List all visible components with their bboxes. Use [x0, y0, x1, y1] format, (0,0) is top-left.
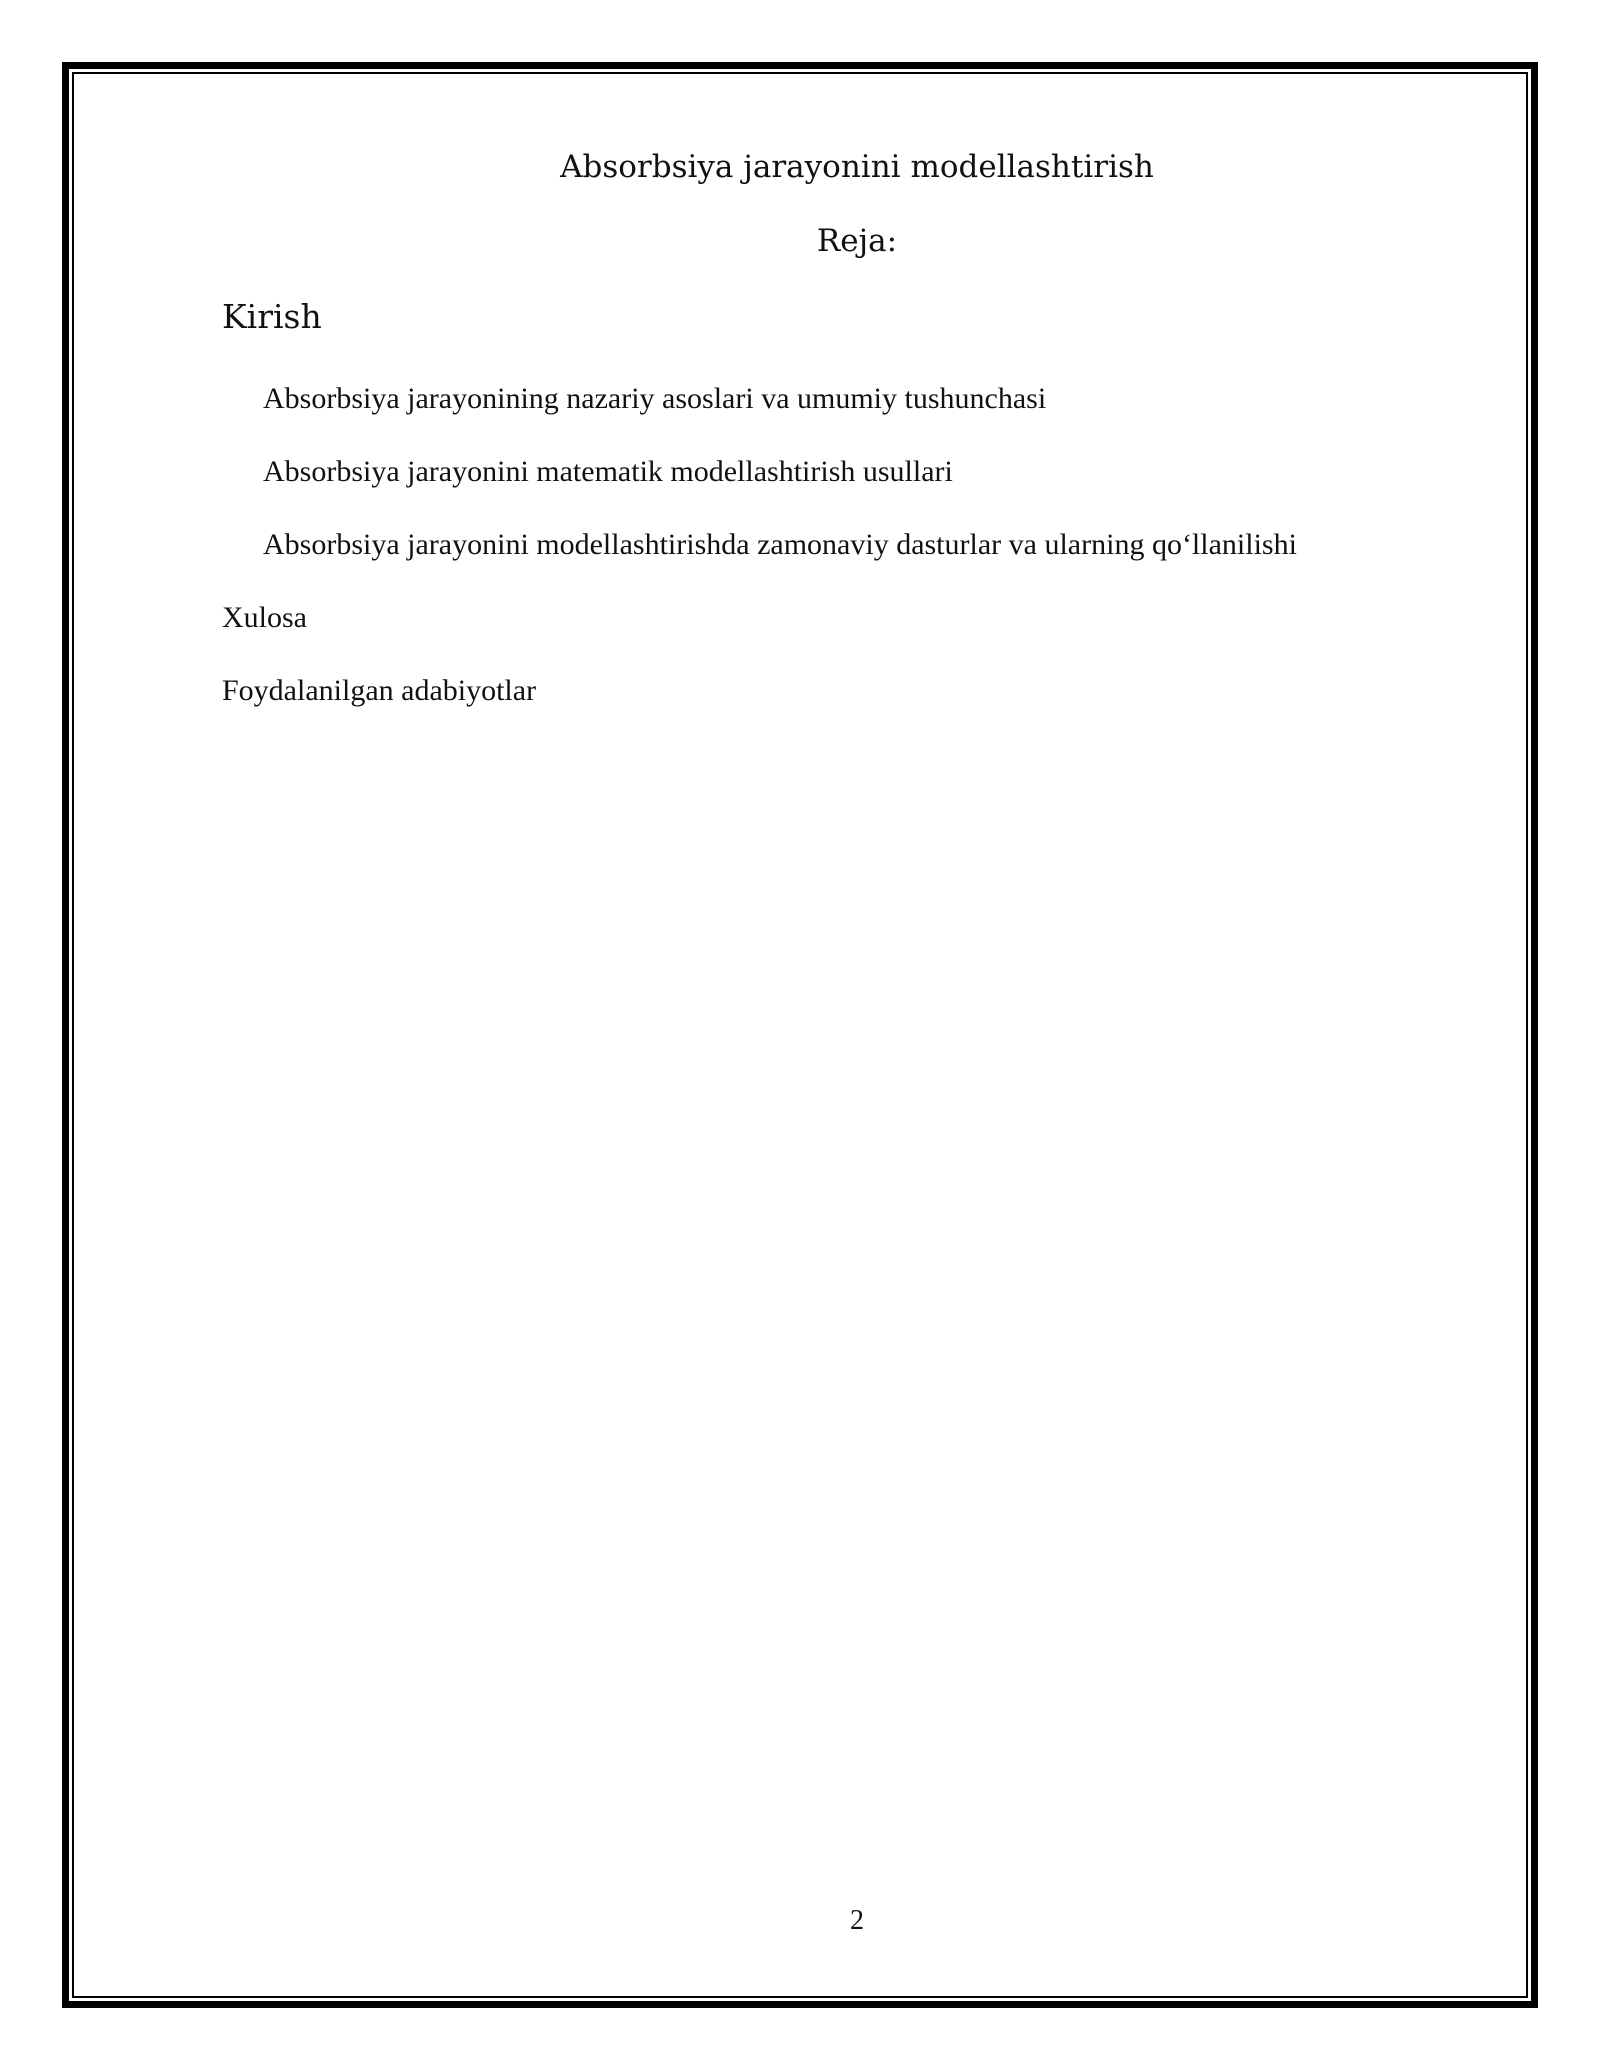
document-title: Absorbsiya jarayonini modellashtirish — [560, 149, 1154, 185]
intro-heading: Kirish — [222, 297, 322, 336]
plan-item-2: Absorbsiya jarayonini matematik modellashtirish usullari — [263, 455, 953, 488]
page-number: 2 — [850, 1905, 864, 1936]
references-item: Foydalanilgan adabiyotlar — [222, 674, 537, 707]
plan-item-1: Absorbsiya jarayonining nazariy asoslari va umumiy tushunchasi — [263, 382, 1047, 415]
conclusion-item: Xulosa — [222, 601, 307, 634]
plan-item-3: Absorbsiya jarayonini modellashtirishda zamonaviy dasturlar va ularning qo‘llanilishi — [263, 528, 1297, 561]
plan-heading: Reja: — [816, 223, 898, 259]
page-border-inner — [72, 72, 1528, 1998]
